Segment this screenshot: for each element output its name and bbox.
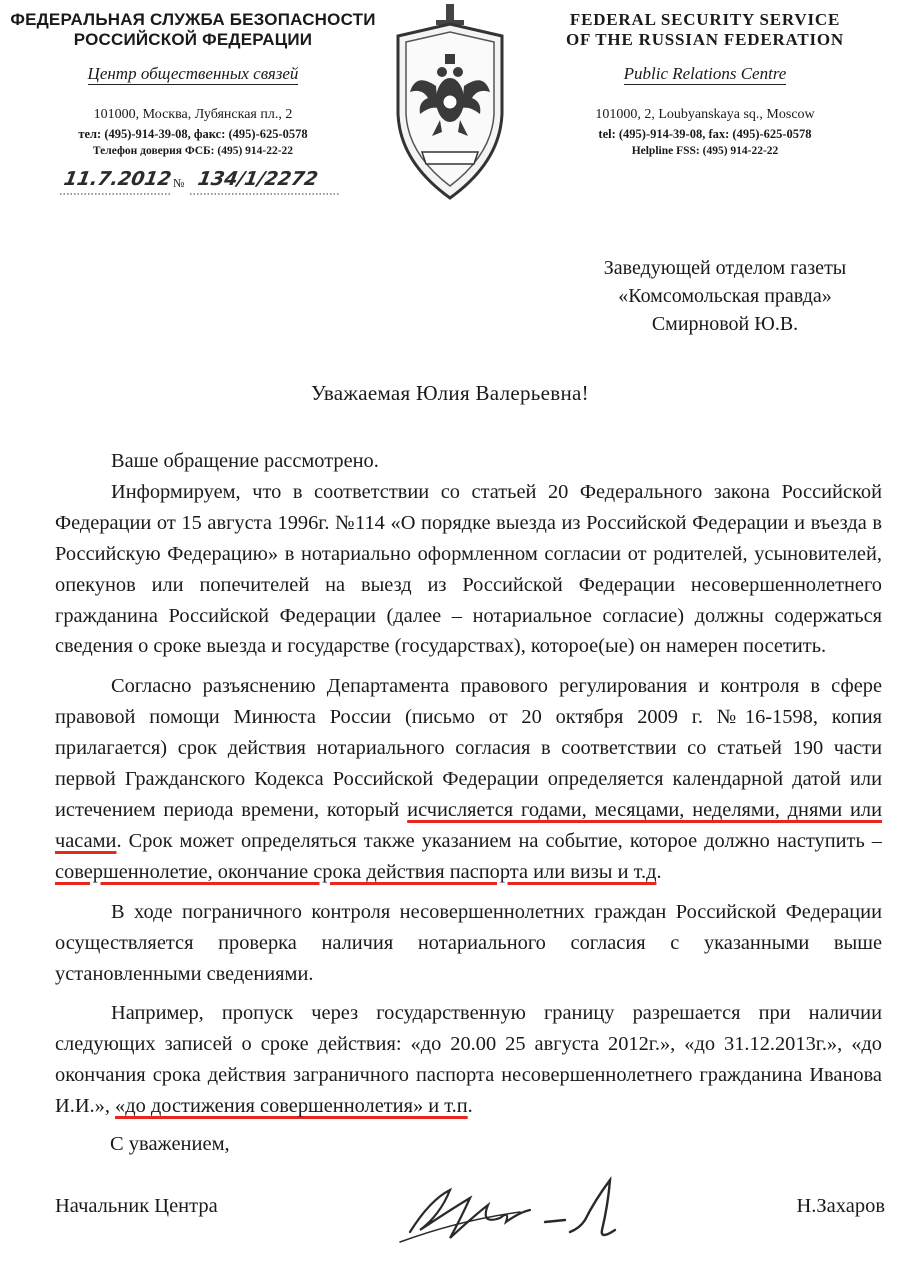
signatory-title: Начальник Центра bbox=[55, 1195, 218, 1217]
registration-date: 11.7.2012 bbox=[62, 168, 173, 190]
letter-body bbox=[55, 446, 882, 1122]
registration-underline bbox=[60, 192, 350, 198]
salutation: Уважаемая Юлия Валерьевна! bbox=[311, 381, 589, 405]
body-p3-underlined-1: исчисляется годами, месяцами, неделями, днями или часами bbox=[55, 798, 882, 852]
registration-number-sign: № bbox=[173, 176, 185, 190]
body-p3-text-b: . Срок может определяться также указанием на событие, которое должно наступить – bbox=[116, 829, 882, 852]
body-p5-underlined: «до достижения совершеннолетия» и т.п bbox=[115, 1095, 468, 1118]
recipient-block bbox=[560, 254, 890, 338]
letterhead-ru bbox=[8, 10, 378, 159]
body-p3-underlined-2: совершеннолетие, окончание срока действия паспорта или визы и т.д bbox=[55, 860, 657, 883]
closing: С уважением, bbox=[110, 1133, 230, 1155]
letterhead-ru-address: 101000, Москва, Лубянская пл., 2 bbox=[93, 107, 293, 122]
letterhead-en-title-line2: OF THE RUSSIAN FEDERATION bbox=[565, 30, 845, 49]
registration-line bbox=[60, 162, 350, 202]
body-paragraph-1: Ваше обращение рассмотрено. bbox=[111, 450, 379, 472]
letterhead-en-tel: tel: (495)-914-39-08, fax: (495)-625-0578 bbox=[598, 127, 812, 141]
letterhead-ru-title-line2: РОССИЙСКОЙ ФЕДЕРАЦИИ bbox=[73, 30, 313, 49]
body-paragraph-2: Информируем, что в соответствии со статьей 20 Федерального закона Российской Федерации от 15 августа 1996г. №114 «О порядке выезда из Российской Федерации и въезда в Российскую Федерацию» в нотариально оформленном согласии от родителей, усыновителей, опекунов или попечителей на выезд из Российской Федерации несовершеннолетнего гражданина Российской Федерации (далее – нотариальное согласие) должны содержаться сведения о сроке выезда и государстве (государствах), которое(ые) он намерен посетить. bbox=[55, 480, 882, 658]
letterhead-en bbox=[520, 10, 890, 159]
body-paragraph-4: В ходе пограничного контроля несовершеннолетних граждан Российской Федерации осуществляется проверка наличия нотариального согласия с указанными выше установленными сведениями. bbox=[55, 900, 882, 985]
handwritten-signature bbox=[380, 1160, 650, 1260]
letterhead-en-address: 101000, 2, Loubyanskaya sq., Moscow bbox=[595, 107, 815, 122]
letterhead-ru-department bbox=[8, 64, 378, 84]
recipient-line2: «Комсомольская правда» bbox=[618, 285, 832, 307]
letterhead-en-department bbox=[520, 64, 890, 84]
letterhead-en-department-text: Public Relations Centre bbox=[623, 64, 787, 83]
recipient-line3: Смирновой Ю.В. bbox=[651, 313, 799, 335]
body-paragraph-3 bbox=[55, 671, 882, 887]
fsb-shield-emblem-icon bbox=[388, 2, 512, 204]
body-paragraph-5 bbox=[55, 998, 882, 1122]
body-p3-text-c: . bbox=[656, 860, 662, 883]
registration-number: 134/1/2272 bbox=[196, 168, 320, 190]
signatory-name: Н.Захаров bbox=[796, 1195, 885, 1217]
letterhead-ru-tel: тел: (495)-914-39-08, факс: (495)-625-0578 bbox=[78, 127, 308, 141]
letterhead-en-title-line1: FEDERAL SECURITY SERVICE bbox=[569, 10, 841, 29]
body-p3-text-a: Согласно разъяснению Департамента правового регулирования и контроля в сфере правовой помощи Минюста России (письмо от 20 октября 2009 г. №16-1598, копия прилагается) срок действия нотариального согласия в соответствии со статьей 190 части первой Гражданского Кодекса Российской Федерации определяется календарной датой или истечением периода времени, который bbox=[55, 675, 882, 821]
letterhead-en-helpline: Helpline FSS: (495) 914-22-22 bbox=[631, 145, 779, 157]
letterhead-ru-helpline: Телефон доверия ФСБ: (495) 914-22-22 bbox=[92, 145, 294, 157]
letterhead-ru-title-line1: ФЕДЕРАЛЬНАЯ СЛУЖБА БЕЗОПАСНОСТИ bbox=[10, 10, 376, 29]
recipient-line1: Заведующей отделом газеты bbox=[603, 257, 847, 279]
body-p5-text-b: . bbox=[467, 1095, 473, 1118]
letterhead-ru-department-text: Центр общественных связей bbox=[87, 64, 299, 83]
body-p5-text-a: Например, пропуск через государственную границу разрешается при наличии следующих записей о сроке действия: «до 20.00 25 августа 2012г.», «до 31.12.2013г.», «до окончания срока действия заграничного паспорта несовершеннолетнего гражданина Иванова И.И.», bbox=[55, 1002, 882, 1118]
